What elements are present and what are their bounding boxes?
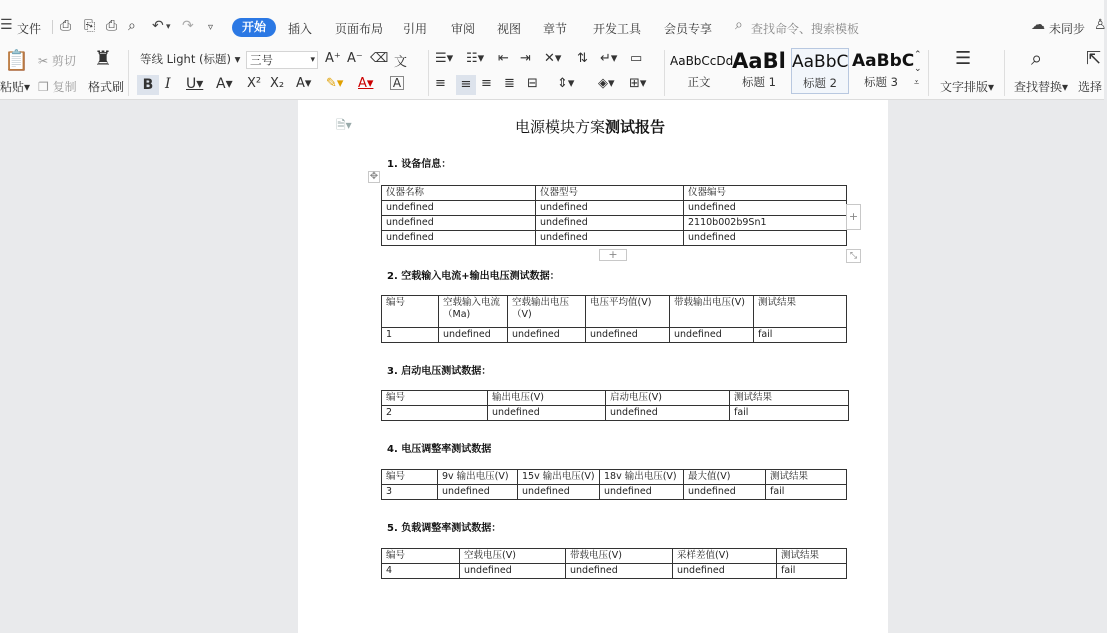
copy-button[interactable] bbox=[38, 78, 77, 95]
copy-label: 复制 bbox=[52, 80, 77, 94]
table-header-cell[interactable]: 测试结果 bbox=[766, 470, 847, 485]
table-cell[interactable]: undefined bbox=[606, 406, 730, 421]
line-spacing-icon[interactable]: ⇕▾ bbox=[557, 76, 575, 91]
search-icon: ⌕ bbox=[735, 17, 743, 33]
equipment-table bbox=[381, 185, 847, 246]
grow-font-icon[interactable]: A⁺ bbox=[325, 51, 341, 66]
numbering-icon[interactable]: ☷▾ bbox=[466, 51, 485, 66]
load-regulation-table bbox=[381, 548, 847, 579]
section-heading: 1. 设备信息： bbox=[387, 159, 452, 170]
table-row bbox=[382, 564, 847, 579]
style-normal[interactable] bbox=[670, 48, 734, 94]
cut-icon: ✂ bbox=[38, 54, 49, 68]
table-cell[interactable]: undefined bbox=[382, 231, 536, 246]
table-header-cell[interactable]: 编号 bbox=[382, 296, 439, 328]
align-left-icon[interactable]: ≡ bbox=[435, 76, 446, 91]
table-row bbox=[382, 231, 847, 246]
table-row bbox=[382, 296, 847, 328]
table-cell[interactable]: undefined bbox=[536, 201, 684, 216]
style-label: 标题 3 bbox=[864, 75, 898, 89]
cut-button[interactable] bbox=[38, 52, 76, 69]
table-header-cell[interactable]: 带载输出电压(V) bbox=[670, 296, 754, 328]
table-header-cell[interactable]: 带载电压(V) bbox=[566, 549, 673, 564]
select-button[interactable]: 选择 bbox=[1078, 80, 1103, 94]
table-header-cell[interactable]: 空载输出电压（V) bbox=[508, 296, 586, 328]
table-cell[interactable]: undefined bbox=[518, 485, 600, 500]
print-icon[interactable]: ⎙ bbox=[106, 18, 118, 34]
table-cell[interactable]: 3 bbox=[382, 485, 438, 500]
show-marks-icon[interactable]: ↵▾ bbox=[600, 51, 618, 66]
tab-stops-icon[interactable]: ▭ bbox=[630, 51, 643, 66]
decrease-indent-icon[interactable]: ⇤ bbox=[498, 51, 509, 66]
bold-button[interactable]: B bbox=[137, 75, 159, 95]
style-label: 标题 2 bbox=[803, 76, 837, 90]
table-cell[interactable]: undefined bbox=[670, 328, 754, 343]
export-pdf-icon[interactable]: ⎘ bbox=[84, 18, 96, 34]
table-header-cell[interactable]: 编号 bbox=[382, 391, 488, 406]
clear-format-icon[interactable]: ⌫ bbox=[370, 51, 389, 66]
style-heading-1[interactable] bbox=[730, 48, 788, 94]
find-replace-button[interactable]: 查找替换▾ bbox=[1014, 80, 1069, 94]
ribbon-toolbar bbox=[0, 44, 1104, 100]
table-header-cell[interactable]: 15v 输出电压(V) bbox=[518, 470, 600, 485]
document-title bbox=[515, 116, 665, 137]
font-name-value: 等线 Light (标题) bbox=[140, 52, 231, 66]
table-header-cell[interactable]: 测试结果 bbox=[777, 549, 847, 564]
table-cell[interactable]: undefined bbox=[684, 485, 766, 500]
paste-label: 粘贴 bbox=[0, 80, 25, 94]
justify-icon[interactable]: ≣ bbox=[504, 76, 515, 91]
table-cell[interactable]: 2 bbox=[382, 406, 488, 421]
table-header-cell[interactable]: 编号 bbox=[382, 549, 460, 564]
subscript-button[interactable]: X₂ bbox=[270, 76, 285, 91]
cloud-sync-icon[interactable]: ☁ bbox=[1031, 17, 1045, 33]
table-cell[interactable]: fail bbox=[777, 564, 847, 579]
table-cell[interactable]: 4 bbox=[382, 564, 460, 579]
table-cell[interactable]: undefined bbox=[586, 328, 670, 343]
ribbon-separator bbox=[928, 50, 929, 96]
table-header-cell[interactable]: 空载输入电流（Ma) bbox=[439, 296, 508, 328]
redo-icon[interactable]: ↷ bbox=[182, 18, 194, 34]
table-header-cell[interactable]: 空载电压(V) bbox=[460, 549, 566, 564]
ribbon-separator bbox=[1004, 50, 1005, 96]
italic-button[interactable]: I bbox=[165, 76, 171, 92]
bullets-icon[interactable]: ☰▾ bbox=[435, 51, 454, 66]
tab-review[interactable]: 审阅 bbox=[451, 22, 476, 36]
table-header-cell[interactable]: 电压平均值(V) bbox=[586, 296, 670, 328]
table-header-cell[interactable]: 测试结果 bbox=[730, 391, 849, 406]
table-header-cell[interactable]: 仪器型号 bbox=[536, 186, 684, 201]
table-row bbox=[382, 216, 847, 231]
find-replace-icon[interactable]: ⌕ bbox=[1031, 46, 1043, 70]
table-header-cell[interactable]: 18v 输出电压(V) bbox=[600, 470, 684, 485]
table-row bbox=[382, 391, 849, 406]
tab-insert[interactable]: 插入 bbox=[288, 22, 313, 36]
table-cell[interactable]: undefined bbox=[438, 485, 518, 500]
menu-bar bbox=[0, 0, 1107, 44]
menu-separator bbox=[52, 20, 53, 34]
style-preview: AaBbC bbox=[792, 52, 849, 72]
table-cell[interactable]: undefined bbox=[439, 328, 508, 343]
table-row bbox=[382, 201, 847, 216]
quick-access-dropdown-icon[interactable]: ▿ bbox=[208, 22, 214, 33]
style-preview: AaBbC bbox=[852, 51, 915, 71]
section-heading: 5. 负载调整率测试数据： bbox=[387, 523, 502, 534]
undo-dropdown-icon[interactable]: ▾ bbox=[166, 22, 171, 32]
table-move-handle-icon[interactable]: ✥ bbox=[369, 171, 379, 182]
tab-chapter[interactable]: 章节 bbox=[543, 22, 568, 36]
table-header-cell[interactable]: 采样差值(V) bbox=[673, 549, 777, 564]
superscript-button[interactable]: X² bbox=[247, 76, 262, 91]
cut-label: 剪切 bbox=[51, 54, 76, 68]
tab-references[interactable]: 引用 bbox=[403, 22, 428, 36]
tab-developer-tools[interactable]: 开发工具 bbox=[593, 22, 642, 36]
sync-status[interactable]: 未同步 bbox=[1049, 22, 1086, 36]
style-label: 标题 1 bbox=[742, 75, 776, 89]
text-layout-label: 文字排版 bbox=[940, 80, 989, 94]
style-preview: AaBl bbox=[732, 49, 786, 73]
copy-icon: ❐ bbox=[38, 80, 49, 94]
tab-start[interactable]: 开始 bbox=[232, 18, 276, 37]
command-search[interactable]: 查找命令、搜索模板 bbox=[751, 22, 860, 36]
underline-button[interactable]: U▾ bbox=[186, 76, 204, 92]
distribute-icon[interactable]: ⊟ bbox=[527, 76, 538, 91]
chinese-layout-icon[interactable]: ✕▾ bbox=[544, 51, 562, 66]
startup-voltage-table bbox=[381, 390, 849, 421]
table-header-cell[interactable]: 最大值(V) bbox=[684, 470, 766, 485]
table-cell[interactable]: undefined bbox=[673, 564, 777, 579]
styles-scroll-icon[interactable]: ⌃ ⌄ ⩡ bbox=[914, 50, 922, 88]
table-cell[interactable]: undefined bbox=[382, 216, 536, 231]
add-row-button[interactable]: + bbox=[599, 249, 627, 261]
style-preview: AaBbCcDd bbox=[670, 54, 734, 68]
table-row bbox=[382, 406, 849, 421]
table-header-cell[interactable]: 测试结果 bbox=[754, 296, 847, 328]
sort-icon[interactable]: ⇅ bbox=[577, 51, 588, 66]
font-size-select[interactable] bbox=[246, 51, 318, 69]
find-replace-label: 查找替换 bbox=[1014, 80, 1063, 94]
table-header-cell[interactable]: 仪器名称 bbox=[382, 186, 536, 201]
line-regulation-table bbox=[381, 469, 847, 500]
table-cell[interactable]: undefined bbox=[600, 485, 684, 500]
shading-icon[interactable]: ◈▾ bbox=[598, 76, 615, 91]
table-cell[interactable]: undefined bbox=[684, 231, 847, 246]
no-load-table bbox=[381, 295, 847, 343]
style-heading-3[interactable] bbox=[852, 48, 915, 94]
increase-indent-icon[interactable]: ⇥ bbox=[520, 51, 531, 66]
table-cell[interactable]: undefined bbox=[508, 328, 586, 343]
table-cell[interactable]: fail bbox=[754, 328, 847, 343]
paragraph-format-icon[interactable]: 🗎▾ bbox=[336, 118, 352, 132]
shrink-font-icon[interactable]: A⁻ bbox=[347, 51, 363, 66]
table-row bbox=[382, 549, 847, 564]
table-row bbox=[382, 328, 847, 343]
font-name-select[interactable]: 等线 Light (标题) ▾ bbox=[140, 52, 241, 66]
title-part-bold: 测试报告 bbox=[605, 118, 666, 136]
align-right-icon[interactable]: ≡ bbox=[481, 76, 492, 91]
chevron-down-icon: ▾ bbox=[310, 55, 315, 65]
table-row bbox=[382, 470, 847, 485]
table-cell[interactable]: undefined bbox=[536, 216, 684, 231]
style-heading-2[interactable] bbox=[791, 48, 849, 94]
tab-page-layout[interactable]: 页面布局 bbox=[335, 22, 384, 36]
table-row bbox=[382, 186, 847, 201]
phonetic-guide-icon[interactable]: 文 bbox=[394, 55, 408, 70]
tab-member[interactable]: 会员专享 bbox=[664, 22, 713, 36]
save-icon[interactable]: ⎙ bbox=[60, 18, 72, 34]
hamburger-menu-icon[interactable]: ☰ bbox=[0, 17, 13, 33]
print-preview-icon[interactable]: ⌕ bbox=[128, 18, 136, 34]
table-cell[interactable]: undefined bbox=[460, 564, 566, 579]
add-column-button[interactable]: + bbox=[846, 204, 861, 230]
text-layout-icon[interactable]: ☰ bbox=[955, 48, 972, 69]
table-header-cell[interactable]: 启动电压(V) bbox=[606, 391, 730, 406]
table-cell[interactable]: fail bbox=[730, 406, 849, 421]
table-header-cell[interactable]: 编号 bbox=[382, 470, 438, 485]
section-heading: 4. 电压调整率测试数据 bbox=[387, 444, 492, 455]
table-cell[interactable]: 2110b002b9Sn1 bbox=[684, 216, 847, 231]
table-cell[interactable]: undefined bbox=[488, 406, 606, 421]
text-effect-button[interactable]: A▾ bbox=[296, 76, 312, 91]
table-row bbox=[382, 485, 847, 500]
borders-icon[interactable]: ⊞▾ bbox=[629, 76, 647, 91]
table-cell[interactable]: undefined bbox=[382, 201, 536, 216]
format-painter-button[interactable]: 格式刷 bbox=[88, 80, 125, 94]
ribbon-separator bbox=[128, 50, 129, 96]
tab-view[interactable]: 视图 bbox=[497, 22, 522, 36]
table-resize-icon[interactable]: ⤡ bbox=[846, 249, 861, 263]
ribbon-separator bbox=[664, 50, 665, 96]
user-icon[interactable]: ♙ bbox=[1094, 17, 1107, 33]
menu-file[interactable]: 文件 bbox=[17, 22, 42, 36]
highlight-button[interactable]: ✎▾ bbox=[326, 76, 344, 91]
ribbon-separator bbox=[428, 50, 429, 96]
table-header-cell[interactable]: 输出电压(V) bbox=[488, 391, 606, 406]
select-cursor-icon[interactable]: ⇱ bbox=[1086, 48, 1102, 69]
paste-button[interactable]: 粘贴▾ bbox=[0, 80, 31, 94]
section-heading: 2. 空载输入电流+输出电压测试数据： bbox=[387, 271, 560, 282]
text-layout-button[interactable]: 文字排版▾ bbox=[940, 80, 995, 94]
table-cell[interactable]: undefined bbox=[566, 564, 673, 579]
strikethrough-button[interactable]: A▾ bbox=[216, 76, 233, 92]
font-color-button[interactable]: A▾ bbox=[358, 76, 374, 91]
paste-icon[interactable]: 📋 bbox=[4, 48, 29, 72]
char-border-button[interactable]: A bbox=[390, 76, 404, 90]
font-size-value: 三号 bbox=[250, 53, 273, 67]
table-cell[interactable]: undefined bbox=[684, 201, 847, 216]
table-cell[interactable]: 1 bbox=[382, 328, 439, 343]
section-heading: 3. 启动电压测试数据： bbox=[387, 366, 492, 377]
title-part: 电源模块方案 bbox=[515, 118, 606, 136]
table-header-cell[interactable]: 仪器编号 bbox=[684, 186, 847, 201]
table-cell[interactable]: fail bbox=[766, 485, 847, 500]
table-header-cell[interactable]: 9v 输出电压(V) bbox=[438, 470, 518, 485]
table-cell[interactable]: undefined bbox=[536, 231, 684, 246]
style-label: 正文 bbox=[687, 75, 711, 89]
align-center-icon[interactable]: ≡ bbox=[456, 75, 476, 95]
undo-icon[interactable]: ↶ bbox=[152, 18, 164, 34]
format-painter-icon[interactable]: ♜ bbox=[94, 46, 112, 70]
